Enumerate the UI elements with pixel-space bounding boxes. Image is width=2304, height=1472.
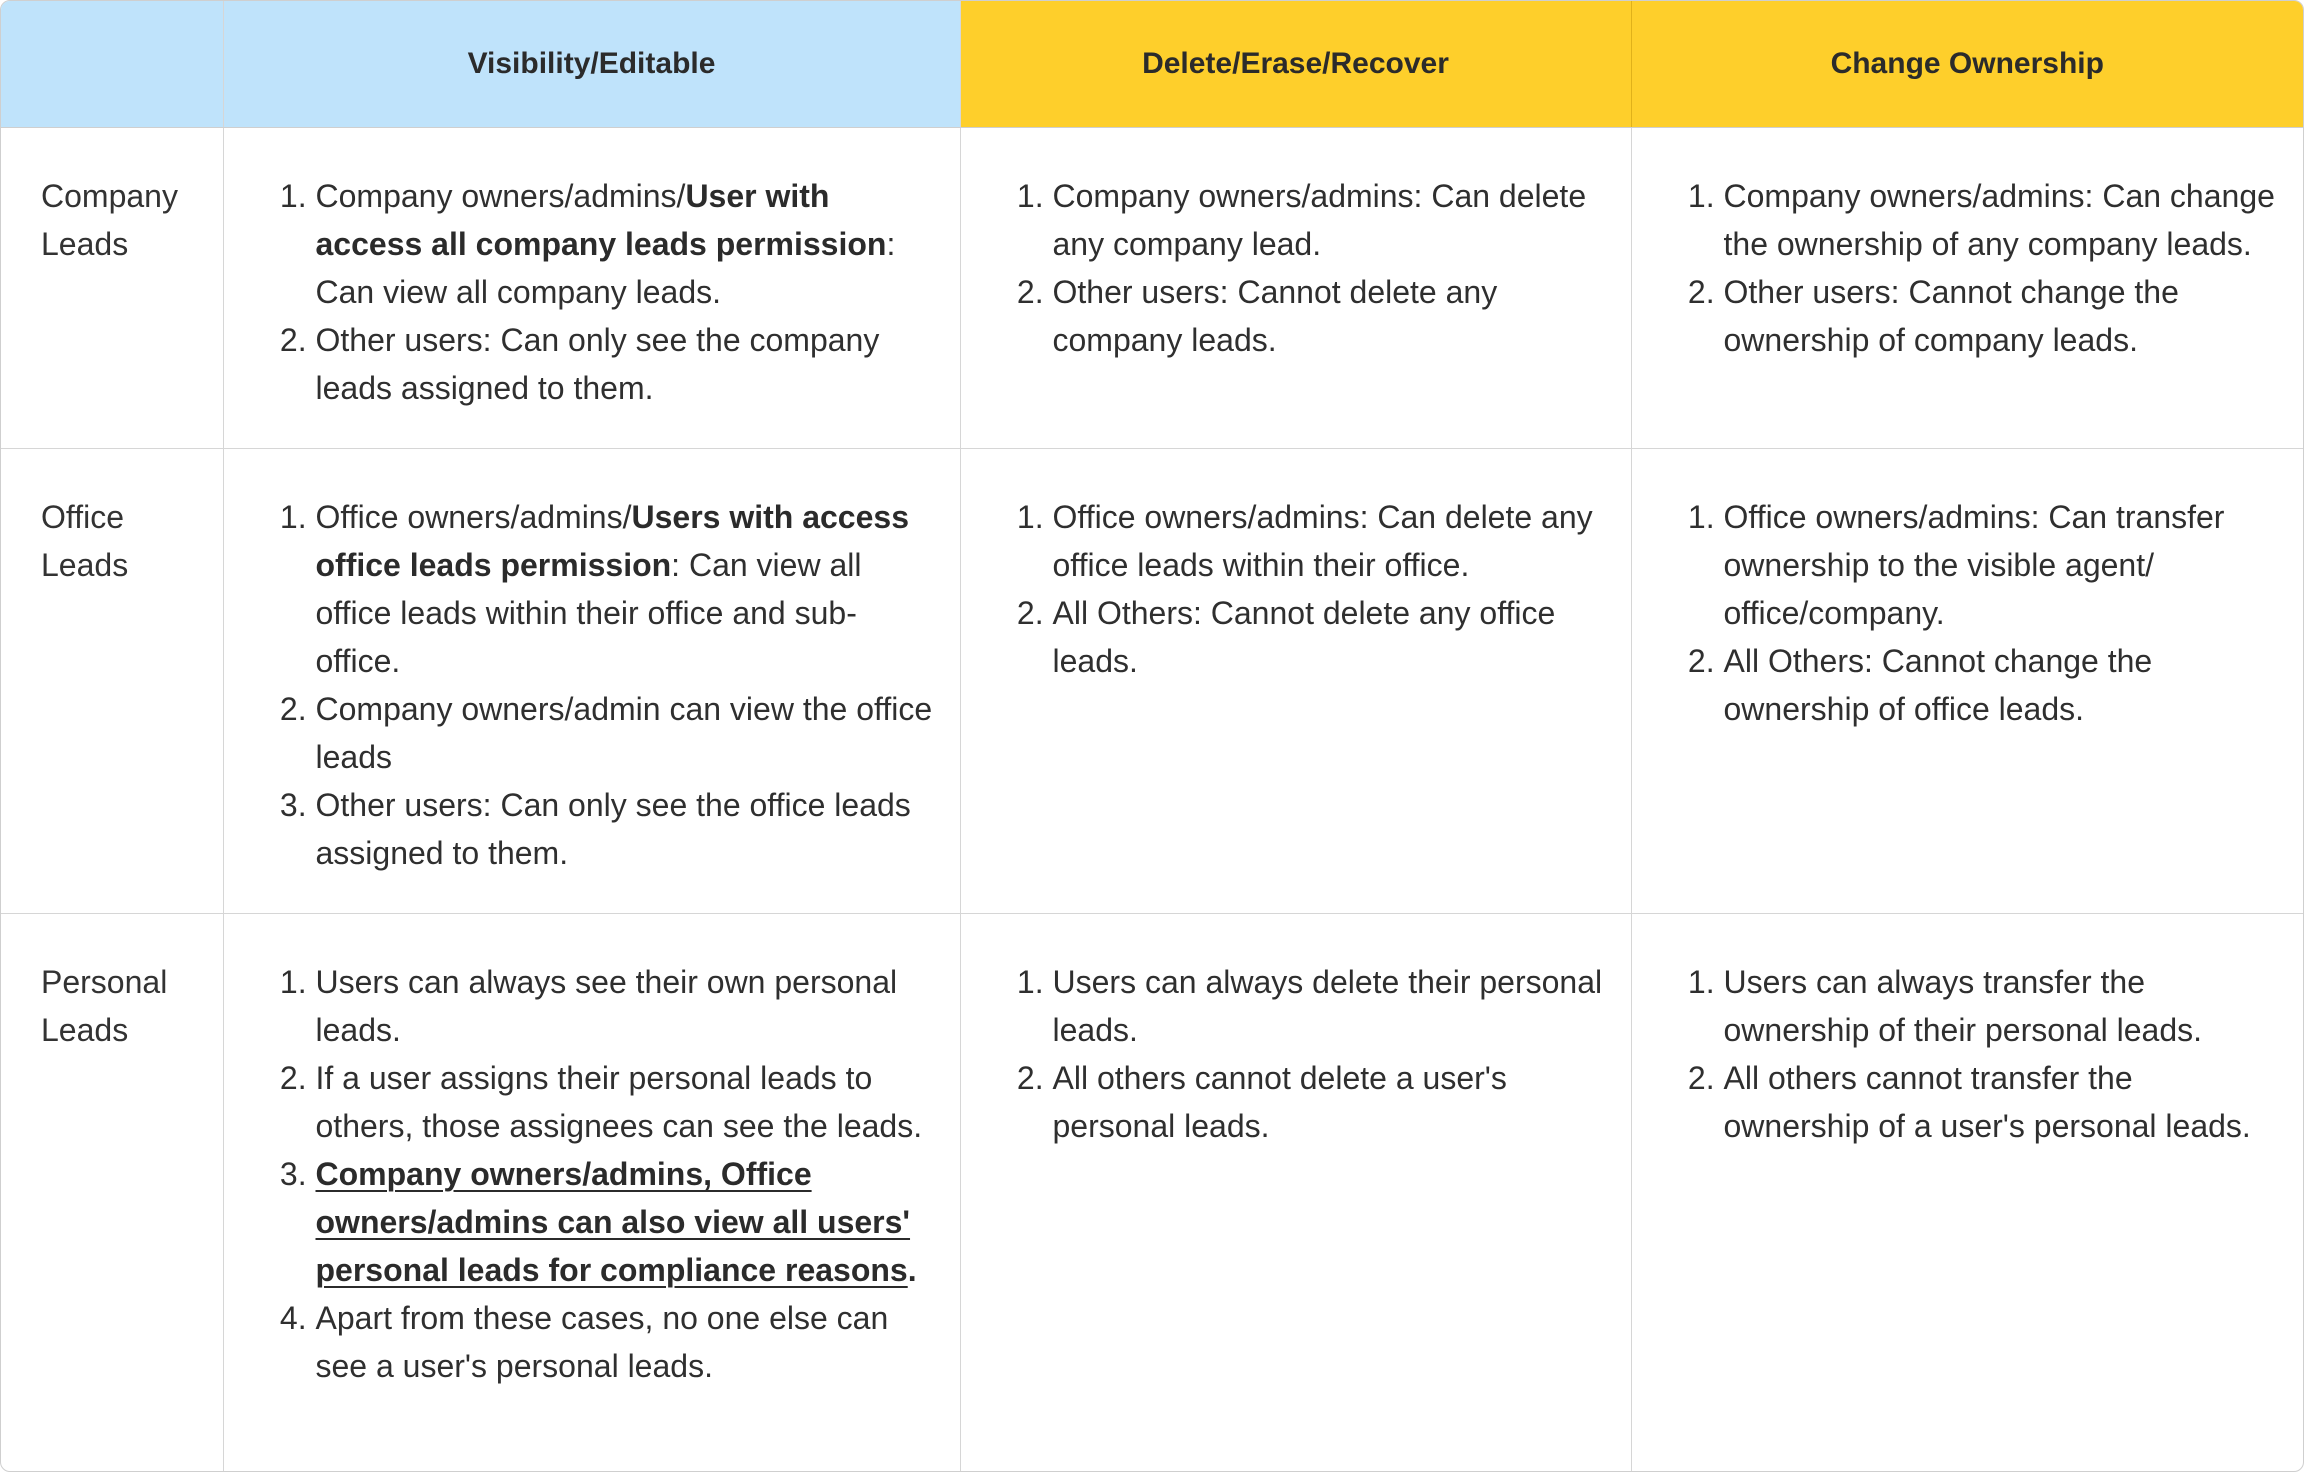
cell-office-visibility <box>223 449 960 914</box>
lead-permissions-table <box>1 1 2303 1472</box>
row-label-company-leads: Company Leads <box>1 128 223 449</box>
permission-name: User with access all company leads permission <box>315 178 887 262</box>
list-item: 2. If a user assigns their personal leads to others, those assignees can see the leads. <box>316 1054 936 1150</box>
list-item: 2. Other users: Can only see the company leads assigned to them. <box>316 316 936 412</box>
list-item: 3. Other users: Can only see the office leads assigned to them. <box>316 781 936 877</box>
company-ownership-list <box>1670 172 2280 364</box>
cell-company-visibility <box>223 128 960 449</box>
list-item: 1. Office owners/admins: Can delete any office leads within their office. <box>1053 493 1607 589</box>
office-visibility-list <box>262 493 936 877</box>
list-item: 1. Company owners/admins/User with access all company leads permission: Can view all company leads. <box>316 172 936 316</box>
cell-personal-visibility <box>223 914 960 1472</box>
list-item: 4. Apart from these cases, no one else can see a user's personal leads. <box>316 1294 936 1390</box>
header-empty-cell <box>1 1 223 128</box>
header-delete-erase-recover: Delete/Erase/Recover <box>960 1 1631 128</box>
table-row-office-leads <box>1 449 2303 914</box>
list-item: 1. Users can always transfer the ownership of their personal leads. <box>1724 958 2280 1054</box>
list-item: 1. Company owners/admins: Can delete any company lead. <box>1053 172 1607 268</box>
cell-office-ownership <box>1631 449 2303 914</box>
office-ownership-list <box>1670 493 2280 733</box>
personal-visibility-list <box>262 958 936 1390</box>
row-label-office-leads: Office Leads <box>1 449 223 914</box>
personal-delete-list <box>999 958 1607 1150</box>
list-item: 2. Other users: Cannot change the ownership of company leads. <box>1724 268 2280 364</box>
list-item: 2. All Others: Cannot delete any office leads. <box>1053 589 1607 685</box>
list-item: 2. All Others: Cannot change the ownership of office leads. <box>1724 637 2280 733</box>
compliance-note: Company owners/admins, Office owners/admins can also view all users' personal leads for compliance reasons <box>315 1156 911 1288</box>
table-header-row <box>1 1 2303 128</box>
table-row-personal-leads <box>1 914 2303 1472</box>
header-visibility-editable: Visibility/Editable <box>223 1 960 128</box>
company-visibility-list <box>262 172 936 412</box>
table-row-company-leads <box>1 128 2303 449</box>
list-item: 1. Office owners/admins: Can transfer ownership to the visible agent/ office/company. <box>1724 493 2280 637</box>
cell-personal-delete <box>960 914 1631 1472</box>
personal-ownership-list <box>1670 958 2280 1150</box>
cell-company-delete <box>960 128 1631 449</box>
cell-company-ownership <box>1631 128 2303 449</box>
cell-personal-ownership <box>1631 914 2303 1472</box>
office-delete-list <box>999 493 1607 685</box>
permission-name: Users with access office leads permission <box>315 499 909 583</box>
company-delete-list <box>999 172 1607 364</box>
list-item: 2. Other users: Cannot delete any company leads. <box>1053 268 1607 364</box>
cell-office-delete <box>960 449 1631 914</box>
header-change-ownership: Change Ownership <box>1631 1 2303 128</box>
list-item: 1. Users can always delete their personal leads. <box>1053 958 1607 1054</box>
list-item: 1. Office owners/admins/Users with access office leads permission: Can view all office leads within their office and sub-office. <box>316 493 936 685</box>
list-item: 2. All others cannot transfer the ownership of a user's personal leads. <box>1724 1054 2280 1150</box>
list-item: 1. Users can always see their own personal leads. <box>316 958 936 1054</box>
row-label-personal-leads: Personal Leads <box>1 914 223 1472</box>
list-item: 1. Company owners/admins: Can change the ownership of any company leads. <box>1724 172 2280 268</box>
list-item: 2. All others cannot delete a user's personal leads. <box>1053 1054 1607 1150</box>
list-item: 2. Company owners/admin can view the office leads <box>316 685 936 781</box>
list-item: 3. Company owners/admins, Office owners/admins can also view all users' personal leads for compliance reasons. <box>316 1150 936 1294</box>
